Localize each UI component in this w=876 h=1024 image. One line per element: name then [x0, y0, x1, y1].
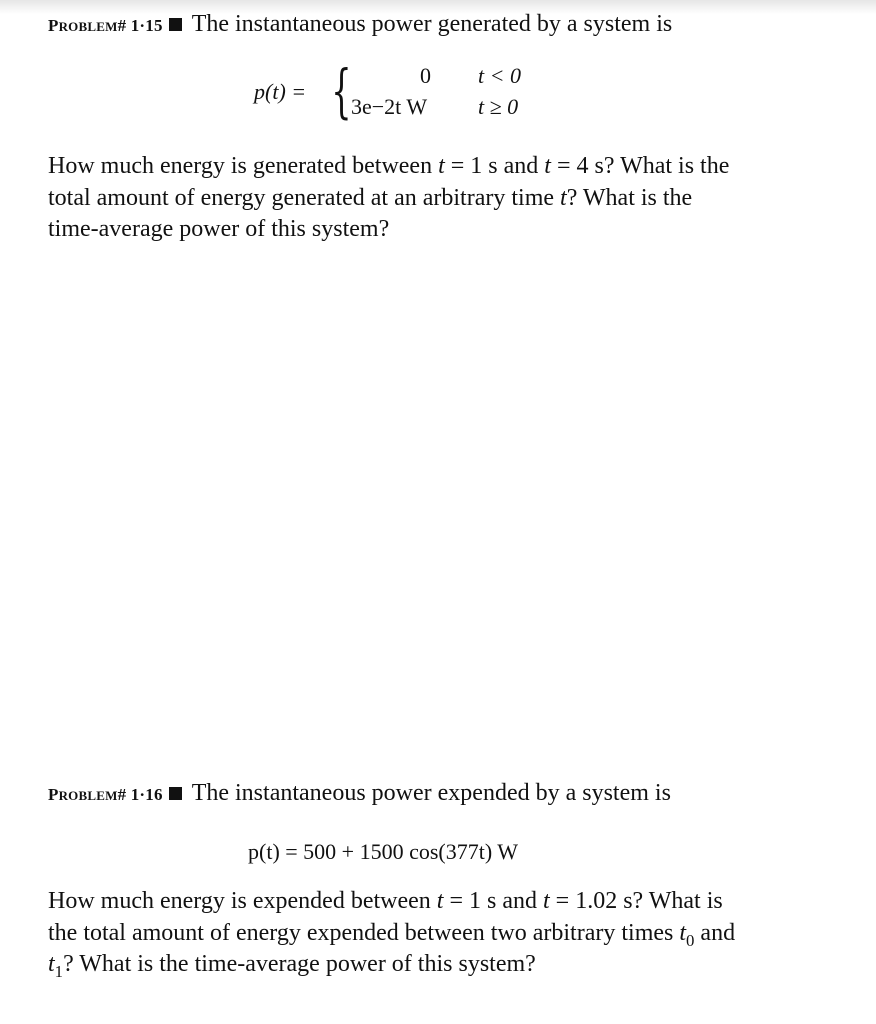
case-condition-1: t < 0	[478, 63, 521, 88]
case-value-1: 0	[420, 63, 431, 88]
problem-intro: The instantaneous power generated by a system is	[191, 11, 673, 37]
piecewise-equation	[48, 57, 748, 143]
problem-label: PROBLEM# 1·15	[48, 16, 163, 35]
problem-question: How much energy is expended between t = 1 s and t = 1.02 s? What is the total amount of energy expended between two arbitrary times $t_0$ and $t_1$? What is the time-average power of this system?	[48, 888, 736, 981]
problem-question: How much energy is generated between t = 1 s and t = 4 s? What is the total amount of energy generated at an arbitrary time t? What is the time-average power of this system?	[48, 153, 730, 242]
end-square-icon	[169, 18, 182, 31]
problem-heading	[48, 8, 748, 43]
problem-label: PROBLEM# 1·16	[48, 785, 163, 804]
power-equation: p(t) = 500 + 1500 cos(377t) W	[248, 839, 519, 864]
end-square-icon	[169, 787, 182, 800]
case-value-2: 3e−2t W	[351, 94, 428, 119]
problem-intro: The instantaneous power expended by a system is	[191, 780, 671, 806]
problem-1-15	[48, 8, 748, 246]
case-condition-2: t ≥ 0	[478, 94, 519, 119]
equation-lhs: p(t) =	[254, 79, 307, 104]
problem-1-16	[48, 777, 748, 981]
left-brace-icon: {	[331, 57, 352, 125]
problem-heading	[48, 777, 748, 812]
